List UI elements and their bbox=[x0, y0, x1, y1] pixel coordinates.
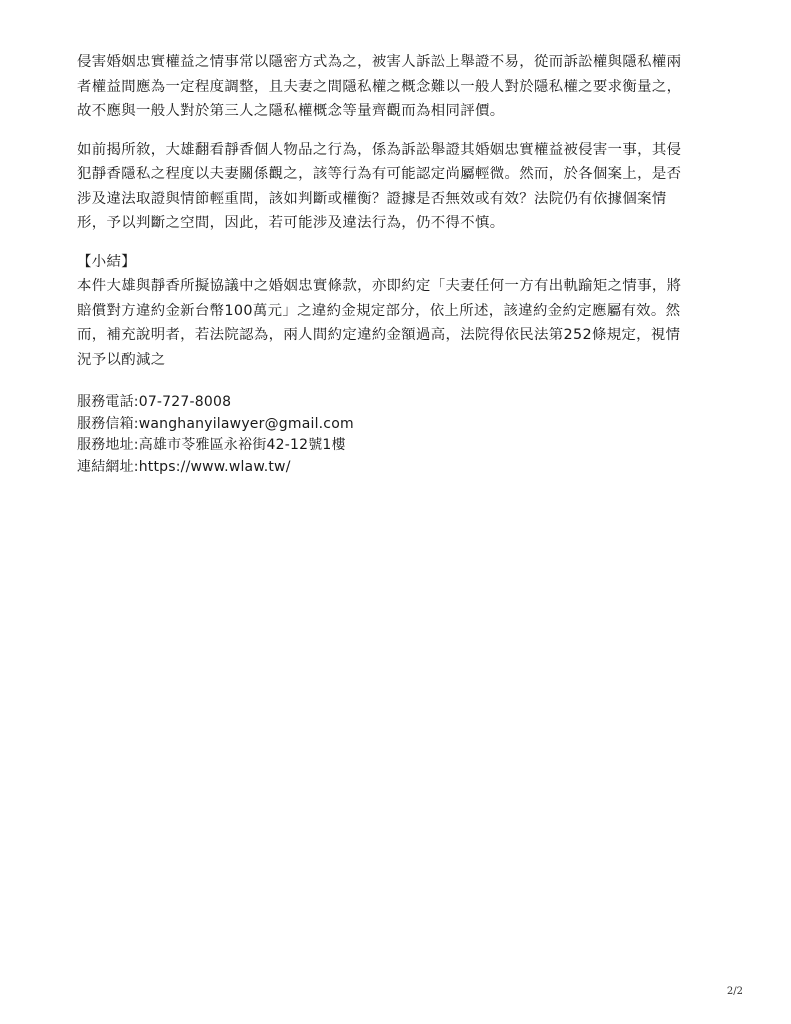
paragraph-privacy-balance bbox=[77, 50, 717, 124]
document-body bbox=[77, 50, 717, 478]
contact-website: 連結網址:https://www.wlaw.tw/ bbox=[77, 458, 291, 475]
text-line: 而，補充說明者，若法院認為，兩人間約定違約金額過高，法院得依民法第252條規定，視情 bbox=[77, 327, 681, 343]
text-line: 賠償對方違約金新台幣100萬元」之違約金規定部分，依上所述，該違約金約定應屬有效。然 bbox=[77, 302, 681, 319]
contact-block bbox=[77, 392, 717, 478]
text-line: 故不應與一般人對於第三人之隱私權概念等量齊觀而為相同評價。 bbox=[77, 103, 505, 119]
contact-address: 服務地址:高雄市苓雅區永裕街42-12號1樓 bbox=[77, 437, 346, 453]
text-line: 侵害婚姻忠實權益之情事常以隱密方式為之，被害人訴訟上舉證不易，從而訴訟權與隱私權兩 bbox=[77, 54, 682, 70]
contact-email: 服務信箱:wanghanyilawyer@gmail.com bbox=[77, 415, 354, 432]
summary-heading: 【小結】 bbox=[77, 253, 136, 270]
text-line: 涉及違法取證與情節輕重間，該如判斷或權衡？證據是否無效或有效？法院仍有依據個案情 bbox=[77, 190, 667, 207]
paragraph-evidence-legality bbox=[77, 138, 717, 236]
text-line: 如前揭所敘，大雄翻看靜香個人物品之行為，係為訴訟舉證其婚姻忠實權益被侵害一事，其侵 bbox=[77, 141, 682, 158]
page-number: 2/2 bbox=[726, 986, 743, 997]
text-line: 形，予以判斷之空間，因此，若可能涉及違法行為，仍不得不慎。 bbox=[77, 215, 505, 231]
text-line: 本件大雄與靜香所擬協議中之婚姻忠實條款，亦即約定「夫妻任何一方有出軌踰矩之情事，將 bbox=[77, 278, 682, 294]
text-line: 者權益間應為一定程度調整，且夫妻之間隱私權之概念難以一般人對於隱私權之要求衡量之， bbox=[77, 78, 682, 95]
paragraph-summary bbox=[77, 250, 717, 373]
text-line: 況予以酌減之 bbox=[77, 351, 166, 368]
contact-phone: 服務電話:07-727-8008 bbox=[77, 394, 232, 410]
text-line: 犯靜香隱私之程度以夫妻關係觀之，該等行為有可能認定尚屬輕微。然而，於各個案上，是否 bbox=[77, 166, 682, 182]
